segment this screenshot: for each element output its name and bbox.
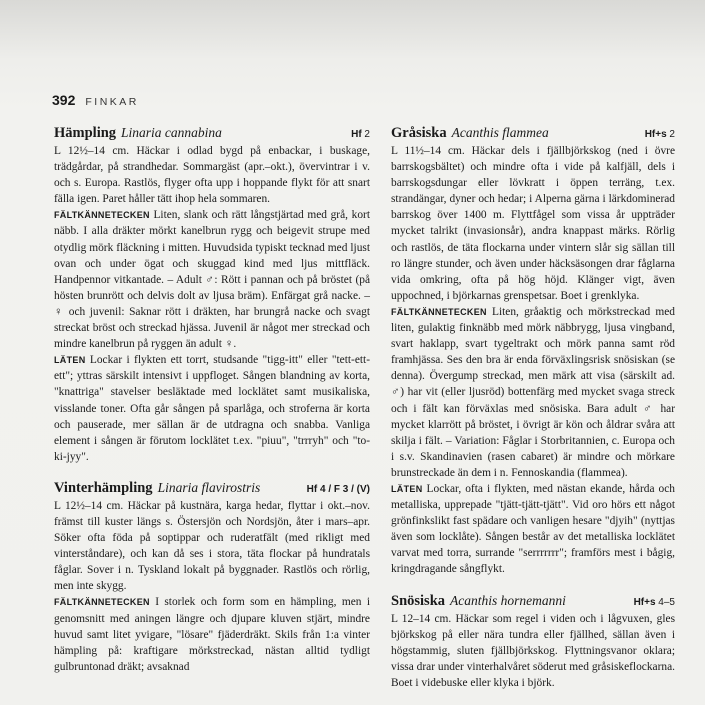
field-marks-text: I storlek och form som en hämpling, men i genomsnitt med aningen längre och djupare kluven stjärt, mindre huvud samt litet yvigare, "lösare" fjäderdräkt. Skils från 1:a vinter hämpling på: kraftigare mörkstreckad, nästan alltid tydligt gulbruntonad dräkt; avsaknad <box>54 596 370 673</box>
field-marks-label: FÄLTKÄNNETECKEN <box>391 306 487 317</box>
latin-name: Acanthis hornemanni <box>450 592 566 608</box>
field-marks-text: Liten, slank och rätt långstjärtad med grå, kort näbb. I alla dräkter mörkt kanelbrun rygg och beigevit strupe med otydlig mörk fläckning i mitten. Huvudsida typiskt tecknad med ljust ovan och under ögat och skuggad kind med ljus mittfläck. Handpennor vitkantade. – Adult ♂: Rött i pannan och på bröstet (på hösten brunrött och delvis dolt av ljusa bräm). Enfärgat grå nacke. – ♀ och juvenil: Saknar rött i dräkten, har brungrå nacke och svagt streckat bröst och streckad hjässa. Juvenil är något mer streckad och mindre kanelbrun på ryggen än adult ♀. <box>54 209 370 351</box>
field-marks <box>54 207 370 352</box>
right-column <box>391 124 675 701</box>
species-entry <box>54 124 370 465</box>
entry-heading <box>391 124 675 142</box>
field-marks <box>391 304 675 481</box>
voice <box>391 481 675 578</box>
voice-label: LÄTEN <box>54 355 86 366</box>
species-name: Vinterhämpling <box>54 479 153 496</box>
entry-heading <box>54 124 370 142</box>
habitat-code: Hf+s 2 <box>644 129 675 140</box>
latin-name: Linaria flavirostris <box>157 479 261 495</box>
species-name: Snösiska <box>391 592 446 609</box>
voice-text: Lockar i flykten ett torrt, studsande "tigg-itt" eller "tett-ett-ett"; yttras särskilt intensivt i uppfloget. Sången blandning av korta, "knattriga" stavelser besläktade med locklätet samt musikaliska, visslande toner. Ofta går sången på sparlåga, och stroferna är korta och pauserade, mer sällan är de utdragna och snabba. Vanliga element i sången är förutom locklätet t.ex. "piuu", "trrryh" och "to-ki-jyy". <box>54 354 370 463</box>
entry-heading <box>54 479 370 497</box>
field-marks-text: Liten, gråaktig och mörkstreckad med liten, gulaktig finknäbb med mörk näbbrygg, ljusa vingband, svart haklapp, svart tygeltrakt och mörk panna samt röd framhjässa. Ses den bra är enda förväxlingsrisk snösiskan (se denna). Övergump streckad, men märk att visa (särskilt ad. ♂) har vit (eller ljusröd) bottenfärg med mycket svaga streck och i fält kan förväxlas med snösiska. Bara adult ♂ har mycket klarrött på bröstet, i övrigt är kön och åldrar svåra att skilja i fält. – Variation: Fåglar i Storbritannien, c. Europa och i s.v. Skandinavien (rasen cabaret) är mindre och mörkare brunstreckade än dem i n. Fennoskandia (flammea). <box>391 305 675 479</box>
species-entry <box>391 592 675 691</box>
section-title: FINKAR <box>85 96 139 108</box>
species-description: L 12½–14 cm. Häckar på kustnära, karga hedar, flyttar i okt.–nov. främst till kuster längs s. Östersjön och Nordsjön, åter i mars–apr. Söker ofta föda på soptippar och ruderatfält (med rikligt med vinterståndare), och kan då ses i stora, täta flockar på hundratals fåglar. Sover i n. Tyskland lokalt på byggnader. Rastlös och rörlig, men inte skygg. <box>54 499 370 593</box>
field-marks-label: FÄLTKÄNNETECKEN <box>54 210 150 221</box>
species-description: L 12½–14 cm. Häckar i odlad bygd på enbackar, i buskage, trädgårdar, på strandhedar. Sommargäst (apr.–okt.), övervintrar i v. och s. Europa. Rastlös, flyger ofta upp i hoppande flykt för att snart fälla igen. Paret håller tätt ihop hela sommaren. <box>54 145 370 206</box>
voice-text: Lockar, ofta i flykten, med nästan ekande, hårda och metalliska, upprepade "tjätt-tjätt-tjätt". Vid oro hörs ett något grönfinkslikt fast spädare och vanligen hesare "djyih" (nyttjas även som locklåte). Sången består av det metalliska locklätet varvat med torra, surrande "serrrrrrr"; framförs mest i bågig, kringdragande sångflykt. <box>391 482 675 576</box>
latin-name: Linaria cannabina <box>121 125 222 140</box>
left-column <box>54 124 370 685</box>
latin-name: Acanthis flammea <box>451 125 549 140</box>
page-number: 392 <box>52 92 76 108</box>
habitat-code: Hf 4 / F 3 / (V) <box>306 483 370 495</box>
species-entry <box>391 124 675 578</box>
field-marks <box>54 594 370 674</box>
page-header <box>52 92 139 108</box>
species-description: L 11½–14 cm. Häckar dels i fjällbjörkskog (ned i övre barrskogsbältet) och mindre ofta i vide på kalfjäll, dels i barrskogsdungar eller lövkratt i öppen terräng, t.ex. strandängar, dyner och hedar; i Alperna gärna i lärkdominerad barrskog över 1400 m. Flyttfågel som vissa år uppträder mycket talrikt (invasionsår), andra knappast märks. Rörlig och rastlös, de täta flockarna under vintern slår sig sällan till ro längre stunder, och även under häcksäsongen drar fåglarna vida omkring, ofta på hög höjd. Klänger vigt, även uppochned, i björkarnas grenspetsar. Boet i grenklyka. <box>391 145 675 302</box>
species-description: L 12–14 cm. Häckar som regel i viden och i lågvuxen, gles björkskog på eller nära tundra eller fjällhed, sällan även i högstammig, sluten fjällbjörkskog. Flyttningsvanor oklara; vissa drar under vinterhalvåret söderut med gråsiskeflockarna. Boet i videbuske eller klyka i björk. <box>391 612 675 689</box>
field-marks-label: FÄLTKÄNNETECKEN <box>54 597 150 608</box>
voice-label: LÄTEN <box>391 483 423 494</box>
habitat-code: Hf 2 <box>351 129 370 140</box>
entry-heading <box>391 592 675 610</box>
habitat-code: Hf+s 4–5 <box>633 596 675 608</box>
species-name: Gråsiska <box>391 125 447 141</box>
species-entry <box>54 479 370 675</box>
voice <box>54 352 370 465</box>
species-name: Hämpling <box>54 125 117 141</box>
